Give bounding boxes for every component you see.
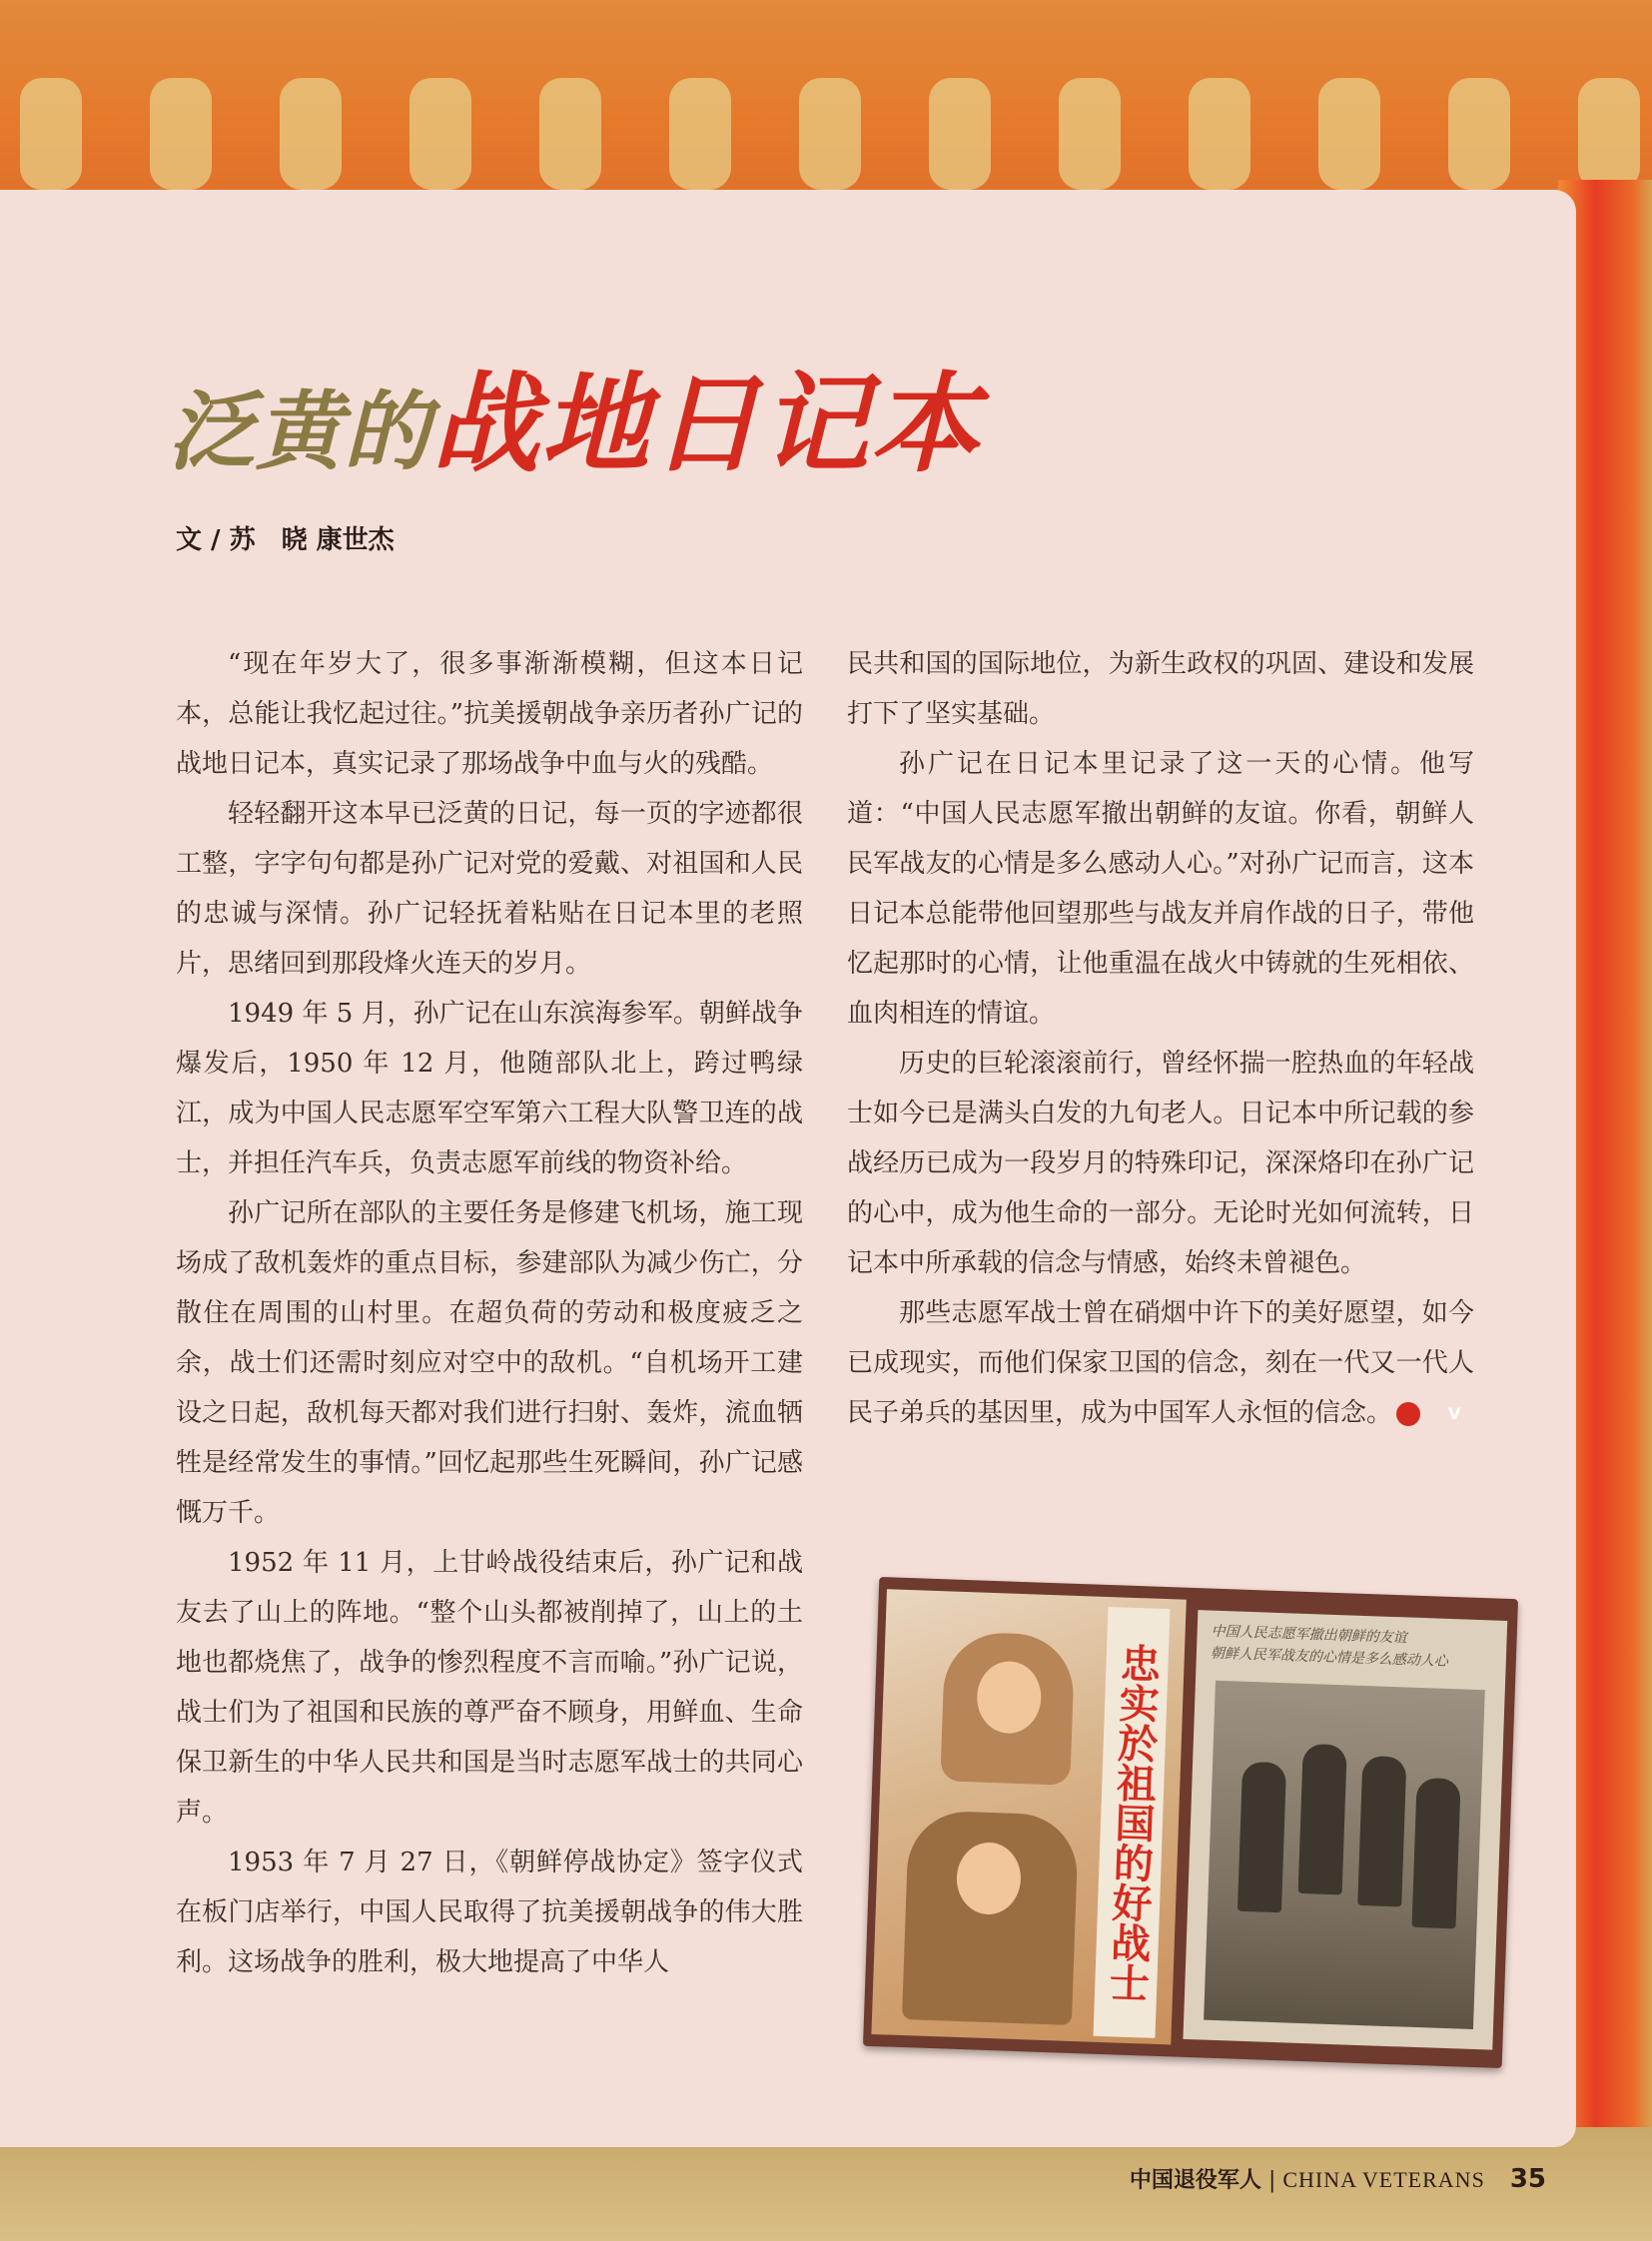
pilot-figure: [940, 1631, 1075, 1785]
photo-page: [1183, 1610, 1507, 2050]
film-hole: [280, 78, 342, 190]
diary-book: [863, 1577, 1518, 2068]
handwriting-line: 朝鲜人民军战友的心情是多么感动人心: [1210, 1645, 1449, 1670]
handwriting: [1211, 1621, 1491, 1675]
right-column: [847, 639, 1474, 1438]
paragraph: 1952 年 11 月，上甘岭战役结束后，孙广记和战友去了山上的阵地。“整个山头都被削掉了，山上的土地也都烧焦了，战争的惨烈程度不言而喻。”孙广记说，战士们为了祖国和民族的尊严奋不顾身，用鲜血、生命保卫新生的中华人民共和国是当时志愿军战士的共同心声。: [176, 1548, 803, 1828]
title-part-1: 泛黄的: [168, 381, 431, 482]
byline: 文 / 苏 晓 康世杰: [176, 525, 395, 555]
soldier-figure: [902, 1810, 1079, 2025]
film-hole: [1318, 78, 1380, 190]
paragraph: 孙广记所在部队的主要任务是修建飞机场，施工现场成了敌机轰炸的重点目标，参建部队为减少伤亡，分散住在周围的山村里。在超负荷的劳动和极度疲乏之余，战士们还需时刻应对空中的敌机。“自机场开工建设之日起，敌机每天都对我们进行扫射、轰炸，流血牺牲是经常发生的事情。”回忆起那些生死瞬间，孙广记感慨万千。: [176, 1198, 803, 1528]
film-hole: [1578, 78, 1640, 190]
paragraph-continuation: 民共和国的国际地位，为新生政权的巩固、建设和发展打下了坚实基础。: [847, 649, 1474, 729]
soldier-silhouette: [1411, 1778, 1460, 1928]
film-hole: [539, 78, 601, 190]
old-photograph: [1204, 1681, 1485, 2029]
title-part-2: 战地日记本: [431, 362, 982, 487]
paragraph: 1949 年 5 月，孙广记在山东滨海参军。朝鲜战争爆发后，1950 年 12 月，他随部队北上，跨过鸭绿江，成为中国人民志愿军空军第六工程大队警卫连的战士，并担任汽车兵，负责志愿军前线的物资补给。: [176, 999, 803, 1178]
poster-page: [871, 1589, 1186, 2044]
film-hole: [150, 78, 212, 190]
page-footer: [1130, 2163, 1546, 2194]
poster-slogan: 忠实於祖国的好战士: [1093, 1607, 1170, 2038]
magazine-name-cn: 中国退役军人: [1129, 2168, 1261, 2193]
film-hole: [410, 78, 471, 190]
paragraph: 孙广记在日记本里记录了这一天的心情。他写道：“中国人民志愿军撤出朝鲜的友谊。你看，朝鲜人民军战友的心情是多么感动人心。”对孙广记而言，这本日记本总能带他回望那些与战友并肩作战的日子，带他忆起那时的心情，让他重温在战火中铸就的生死相依、血肉相连的情谊。: [847, 749, 1474, 1029]
film-hole: [1189, 78, 1250, 190]
end-mark-icon: V: [1396, 1402, 1420, 1426]
article-title: [168, 360, 981, 489]
footer-separator: |: [1267, 2168, 1276, 2193]
soldier-silhouette: [1357, 1756, 1406, 1906]
paragraph: “现在年岁大了，很多事渐渐模糊，但这本日记本，总能让我忆起过往。”抗美援朝战争亲历者孙广记的战地日记本，真实记录了那场战争中血与火的残酷。: [176, 649, 803, 779]
page-number: 35: [1509, 2164, 1546, 2194]
pilot-face: [976, 1660, 1042, 1734]
film-hole: [799, 78, 861, 190]
last-paragraph-text: 那些志愿军战士曾在硝烟中许下的美好愿望，如今已成现实，而他们保家卫国的信念，刻在一代又一代人民子弟兵的基因里，成为中国军人永恒的信念。: [847, 1298, 1474, 1428]
soldier-silhouette: [1298, 1744, 1347, 1894]
handwriting-line: 中国人民志愿军撤出朝鲜的友谊: [1211, 1623, 1407, 1647]
left-column: [176, 639, 803, 1987]
magazine-name-en: CHINA VETERANS: [1282, 2167, 1485, 2192]
diary-photo: [863, 1577, 1518, 2068]
paragraph: 1953 年 7 月 27 日，《朝鲜停战协定》签字仪式在板门店举行，中国人民取得了抗美援朝战争的伟大胜利。这场战争的胜利，极大地提高了中华人: [176, 1848, 803, 1977]
film-hole: [20, 78, 82, 190]
paragraph: 轻轻翻开这本早已泛黄的日记，每一页的字迹都很工整，字字句句都是孙广记对党的爱戴、对祖国和人民的忠诚与深情。孙广记轻抚着粘贴在日记本里的老照片，思绪回到那段烽火连天的岁月。: [176, 799, 803, 979]
film-hole: [1448, 78, 1510, 190]
paragraph-last: [847, 1288, 1474, 1438]
film-hole: [1059, 78, 1121, 190]
soldier-silhouette: [1238, 1762, 1286, 1912]
film-hole: [669, 78, 731, 190]
film-hole: [929, 78, 991, 190]
soldier-face: [956, 1842, 1022, 1915]
paragraph: 历史的巨轮滚滚前行，曾经怀揣一腔热血的年轻战士如今已是满头白发的九旬老人。日记本中所记载的参战经历已成为一段岁月的特殊印记，深深烙印在孙广记的心中，成为他生命的一部分。无论时光如何流转，日记本中所承载的信念与情感，始终未曾褪色。: [847, 1049, 1474, 1278]
